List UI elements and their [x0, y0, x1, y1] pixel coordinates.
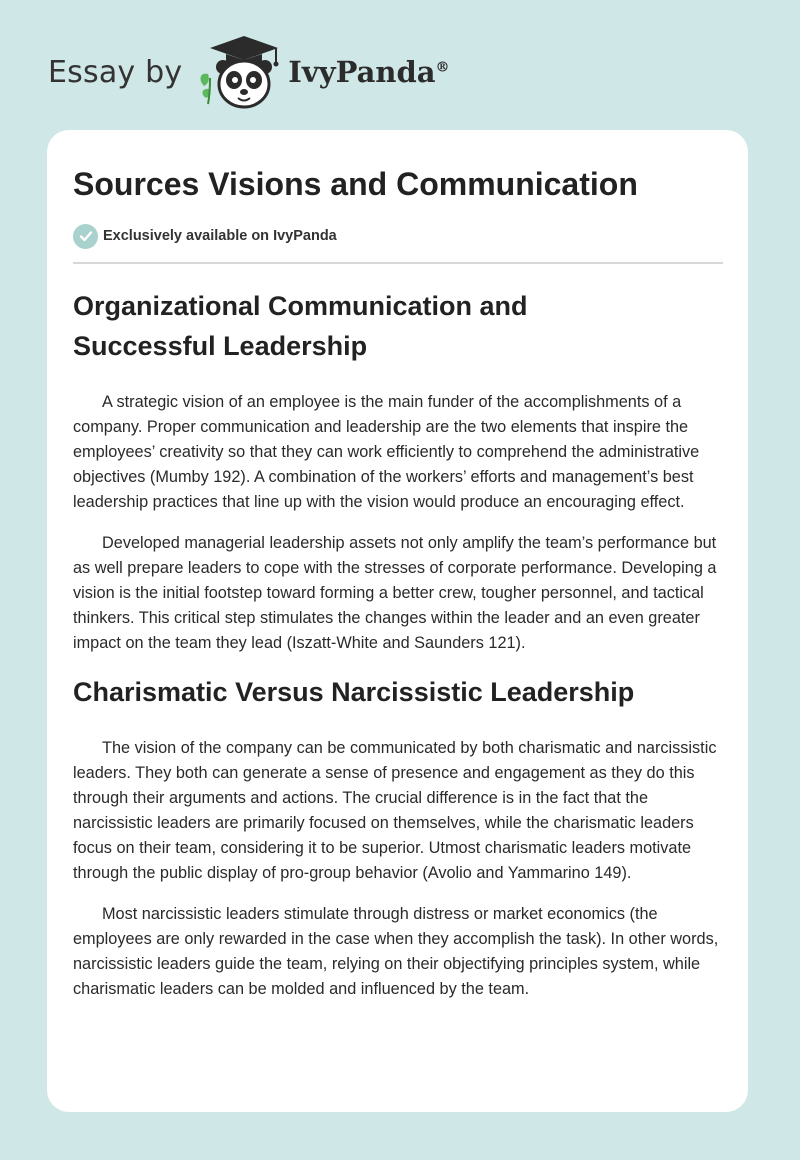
paragraph: Developed managerial leadership assets not only amplify the team’s performance but as well prepare leaders to cope with the stresses of corporate performance. Developing a vision is the initial footstep toward forming a better crew, tougher personnel, and tactical thinkers. This critical step stimulates the changes within the leader and an even greater impact on the team they lead (Iszatt-White and Saunders 121).	[73, 534, 717, 652]
brand-name: IvyPanda®	[288, 55, 450, 89]
check-circle-icon	[73, 224, 98, 249]
panda-graduate-icon	[196, 34, 284, 110]
paragraph: The vision of the company can be communicated by both charismatic and narcissistic leaders. They both can generate a sense of presence and engagement as they do this through their arguments and actions. The crucial difference is in the fact that the narcissistic leaders are primarily focused on themselves, while the charismatic leaders focus on their team, considering it to be superior. Utmost charismatic leaders motivate through the public display of pro-group behavior (Avolio and Yammarino 149).	[73, 739, 717, 882]
page-title: Sources Visions and Communication	[73, 166, 638, 202]
section-heading: Charismatic Versus Narcissistic Leadership	[73, 677, 635, 707]
paragraph: Most narcissistic leaders stimulate through distress or market economics (the employees are only rewarded in the case when they accomplish the task). In other words, narcissistic leaders guide the team, relying on their objectifying principles system, while charismatic leaders can be molded and influenced by the team.	[73, 905, 719, 998]
article-card	[47, 130, 748, 1112]
exclusive-label: Exclusively available on IvyPanda	[103, 228, 337, 244]
registered-mark: ®	[435, 59, 450, 76]
paragraph: A strategic vision of an employee is the main funder of the accomplishments of a company. Proper communication and leadership are the two elements that inspire the employees’ creativity so that they can work efficiently to comprehend the administrative objectives (Mumby 192). A combination of the workers’ efforts and management’s best leadership practices that line up with the vision would produce an encouraging effect.	[73, 393, 700, 511]
divider	[73, 262, 723, 264]
brand-header[interactable]	[48, 34, 450, 110]
brand-prefix: Essay by	[48, 54, 183, 90]
exclusive-badge	[73, 222, 723, 250]
section-heading: Organizational Communication and Successful Leadership	[73, 291, 528, 361]
ivy-leaf-icon	[201, 74, 210, 104]
